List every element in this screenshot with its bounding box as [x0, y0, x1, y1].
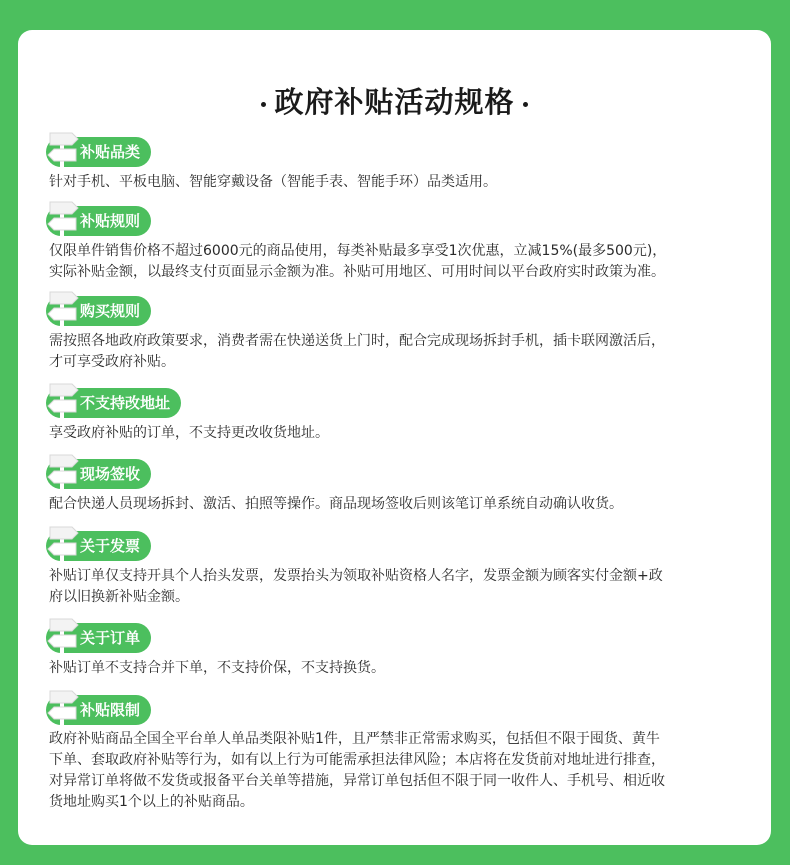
signpost-icon	[46, 287, 82, 333]
signpost-icon	[46, 197, 82, 243]
section-tag	[46, 694, 151, 726]
section-label: 关于发票	[46, 531, 151, 561]
section-tag	[46, 136, 151, 168]
section-tag	[46, 530, 151, 562]
section-text: 仅限单件销售价格不超过6000元的商品使用，每类补贴最多享受1次优惠，立减15%(最多500元)， 实际补贴金额，以最终支付页面显示金额为准。补贴可用地区、可用时间以平台政府实时政策为准。	[49, 243, 667, 280]
signpost-icon	[46, 379, 82, 425]
section-label: 补贴品类	[46, 137, 151, 167]
signpost-icon	[46, 450, 82, 496]
signpost-icon	[46, 614, 82, 660]
section-text: 补贴订单不支持合并下单，不支持价保，不支持换货。	[49, 660, 385, 676]
section-text: 配合快递人员现场拆封、激活、拍照等操作。商品现场签收后则该笔订单系统自动确认收货。	[49, 496, 623, 512]
page-title-text: 政府补贴活动规格	[274, 85, 515, 119]
section-label: 现场签收	[46, 459, 151, 489]
rules-card	[18, 30, 771, 845]
section-label: 补贴限制	[46, 695, 151, 725]
section-label: 补贴规则	[46, 206, 151, 236]
section-tag	[46, 458, 151, 490]
signpost-icon	[46, 128, 82, 174]
section-tag	[46, 622, 151, 654]
section-tag	[46, 387, 181, 419]
section-text: 政府补贴商品全国全平台单人单品类限补贴1件，且严禁非正常需求购买，包括但不限于囤货、黄牛 下单、套取政府补贴等行为，如有以上行为可能需承担法律风险；本店将在发货前对地址进行排查， 对异常订单将做不发货或报备平台关单等措施，异常订单包括但不限于同一收件人、手机号、相近收 货地址购买1个以上的补贴商品。	[49, 731, 665, 810]
section-text: 针对手机、平板电脑、智能穿戴设备（智能手表、智能手环）品类适用。	[49, 174, 497, 190]
title-dot-left	[261, 102, 266, 107]
section-tag	[46, 205, 151, 237]
section-label: 购买规则	[46, 296, 151, 326]
signpost-icon	[46, 522, 82, 568]
section-tag	[46, 295, 151, 327]
section-text: 需按照各地政府政策要求，消费者需在快递送货上门时，配合完成现场拆封手机，插卡联网激活后， 才可享受政府补贴。	[49, 333, 665, 370]
section-label: 关于订单	[46, 623, 151, 653]
signpost-icon	[46, 686, 82, 732]
section-text: 享受政府补贴的订单，不支持更改收货地址。	[49, 425, 329, 441]
section-text: 补贴订单仅支持开具个人抬头发票，发票抬头为领取补贴资格人名字，发票金额为顾客实付金额+政 府以旧换新补贴金额。	[49, 568, 663, 605]
title-dot-right	[523, 102, 528, 107]
section-label: 不支持改地址	[46, 388, 181, 418]
page-title	[18, 82, 771, 122]
